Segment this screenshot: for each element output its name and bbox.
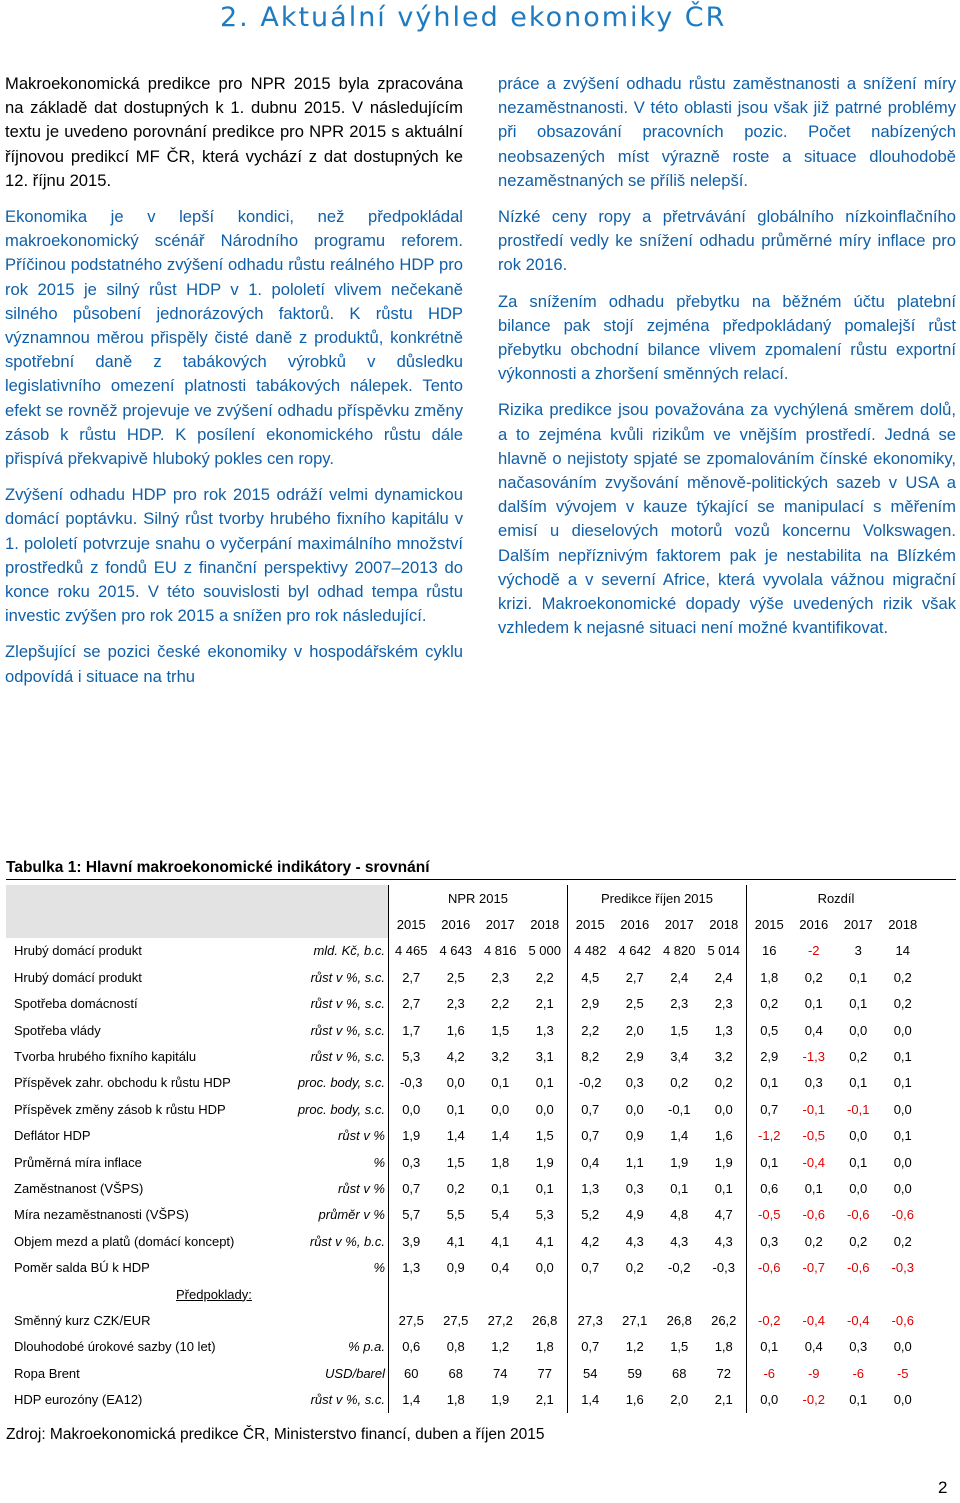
paragraph: Ekonomika je v lepší kondici, než předpokládal makroekonomický scénář Národního programu reforem. Příčinou podstatného zvýšení odhadu růstu reálného HDP pro rok 2015 je silný růst HDP v 1. pololetí vlivem nečekaně silného působení jednorázových faktorů. K růstu HDP významnou měrou přispěly čisté daně z produktů, konkrétně spotřební daně z tabákových výrobků v důsledku legislativního omezení platnosti tabákových nálepek. Tento efekt se rovněž projevuje ve zvýšení odhadu příspěvku změny zásob k růstu HDP. K posílení ekonomického růstu dále přispívá překvapivě hluboký pokles cen ropy. [5,207,463,469]
paragraph: Zvýšení odhadu HDP pro rok 2015 odráží velmi dynamickou domácí poptávku. Silný růst tvorby hrubého fixního kapitálu v 1. pololetí potvrzuje snahu o vyčerpání maximálního množství prostředků z fondů EU z finanční perspektivy 2007–2013 do konce roku 2015. V této souvislosti byl odhad tempa růstu investic zvýšen pro rok 2015 a snížen pro rok následující. [5,485,463,626]
table-cell: 0,5 [747,1017,792,1043]
row-label: Příspěvek zahr. obchodu k růstu HDP [14,1075,231,1091]
table-cell: 1,6 [625,1392,644,1408]
table-row [6,964,925,990]
table-cell: 0,4 [568,1149,613,1175]
table-cell: -9 [807,1365,820,1381]
table-cell: 3,4 [670,1049,689,1065]
year-header: 2015 [389,911,434,937]
row-label: Dlouhodobé úrokové sazby (10 let) [14,1339,216,1355]
table-cell: 4,3 [670,1233,689,1249]
table-cell: 1,3 [389,1254,434,1280]
table-cell: 4,3 [714,1233,733,1249]
table-cell: 2,5 [446,969,465,985]
table-cell: -0,6 [802,1207,825,1223]
table-cell: 0,1 [849,1154,868,1170]
table-cell: 1,8 [535,1339,554,1355]
table-cell: 0,2 [446,1180,465,1196]
table-cell: 2,3 [491,969,510,985]
table-cell: 74 [493,1365,508,1381]
paragraph: Makroekonomická predikce pro NPR 2015 byla zpracována na základě dat dostupných k 1. dubnu 2015. V následujícím textu je uvedeno porovnání predikce pro NPR 2015 s aktuální říjnovou predikcí MF ČR, která vychází z dat dostupných ke 12. říjnu 2015. [5,74,463,190]
table-cell: 2,0 [670,1392,689,1408]
table-cell: -2 [807,943,820,959]
table-cell: 1,2 [491,1339,510,1355]
table-cell: 1,5 [535,1128,554,1144]
table-cell: 0,7 [568,1254,613,1280]
table-cell: 1,4 [568,1386,613,1412]
table-cell: 26,2 [711,1312,737,1328]
table-cell: 27,5 [443,1312,469,1328]
table-row [6,1307,925,1333]
table-cell: -0,6 [847,1207,870,1223]
table-row [6,1202,925,1228]
table-row [6,1334,925,1360]
row-label: Průměrná míra inflace [14,1154,142,1170]
table-cell: 0,2 [747,991,792,1017]
year-header: 2018 [709,917,739,933]
table-cell: 5,7 [389,1202,434,1228]
table-row [6,1254,925,1280]
year-header: 2017 [485,917,515,933]
table-cell: 0,1 [849,1392,868,1408]
table-cell: 1,1 [625,1154,644,1170]
table-cell: 4 816 [483,943,517,959]
row-label: Deflátor HDP [14,1128,91,1144]
table-cell: 1,6 [446,1022,465,1038]
table-cell: 0,1 [446,1101,465,1117]
table-cell: 1,8 [446,1392,465,1408]
table-cell: 0,0 [625,1101,644,1117]
table-cell: 1,8 [491,1154,510,1170]
table-cell: 3,1 [535,1049,554,1065]
table-cell: 27,3 [568,1307,613,1333]
table-cell: 0,2 [849,1049,868,1065]
row-label: Poměr salda BÚ k HDP [14,1260,150,1276]
table-cell: -0,5 [747,1202,792,1228]
table-cell: 4 642 [618,943,652,959]
table-cell: 4,3 [625,1233,644,1249]
table-cell: 0,1 [849,996,868,1012]
row-unit: proc. body, s.c. [297,1075,385,1091]
table-cell: 27,1 [622,1312,648,1328]
table-cell: 4,1 [535,1233,554,1249]
table-cell: 77 [537,1365,552,1381]
row-unit: růst v %, s.c. [310,996,385,1012]
table-row [6,1123,925,1149]
table-cell: 0,2 [625,1260,644,1276]
table-cell: 0,1 [893,1075,912,1091]
right-column [498,72,956,652]
paragraph: Rizika predikce jsou považována za vychýlená směrem dolů, a to zejména kvůli rizikům ve vnějším prostředí. Jedná se hlavně o nejistoty spjaté se zpomalováním čínské ekonomiky, načasováním zvyšování měnově-politických sazeb v USA a dalším vývojem v kauze týkající se manipulací s měřením emisí u dieselových motorů vozů koncernu Volkswagen. Dalším nepříznivým faktorem pak je nestabilita na Blízkém východě a v severní Africe, která vyvolala vážnou migrační krizi. Makroekonomické dopady výše uvedených rizik však vzhledem k nejasné situaci není možné kvantifikovat. [498,400,956,638]
table-cell: -0,6 [747,1254,792,1280]
table-cell: 0,8 [446,1339,465,1355]
table-cell: 4 465 [389,938,434,964]
table-cell: 0,1 [535,1180,554,1196]
table-row [6,991,925,1017]
table-cell: -0,6 [891,1312,914,1328]
table-cell: 1,9 [670,1154,689,1170]
table-cell: 16 [747,938,792,964]
row-unit: proc. body, s.c. [297,1101,385,1117]
table-cell: 26,8 [532,1312,558,1328]
table-row [6,1175,925,1201]
table-cell: 0,1 [849,969,868,985]
table-cell: 0,1 [893,1128,912,1144]
table-cell: 4,7 [714,1207,733,1223]
table-caption: Tabulka 1: Hlavní makroekonomické indikátory - srovnání [6,859,430,876]
table-cell: 4,2 [446,1049,465,1065]
table-cell: 8,2 [568,1043,613,1069]
table-cell: 0,3 [389,1149,434,1175]
table-cell: 2,4 [714,969,733,985]
table-cell: -0,2 [668,1260,691,1276]
table-row [6,1360,925,1386]
table-cell: 2,3 [446,996,465,1012]
table-cell: 1,6 [714,1128,733,1144]
table-cell: -0,4 [802,1154,825,1170]
paragraph: Zlepšující se pozici české ekonomiky v hospodářském cyklu odpovídá i situace na trhu [5,642,463,686]
table-cell: 0,1 [670,1180,689,1196]
table-cell: 0,2 [893,969,912,985]
table-cell: 1,4 [446,1128,465,1144]
table-cell: 2,2 [568,1017,613,1043]
year-header: 2018 [530,917,560,933]
table-cell: 4 482 [568,938,613,964]
assumptions-label: Předpoklady: [176,1286,252,1302]
row-label: Spotřeba vlády [14,1022,101,1038]
table-cell: 72 [716,1365,731,1381]
table-cell: 0,0 [893,1392,912,1408]
table-row [6,1228,925,1254]
table-cell: 0,2 [804,969,823,985]
table-row [6,1149,925,1175]
row-unit [290,1307,389,1333]
table-cell: 1,3 [568,1175,613,1201]
page-number: 2 [938,1478,948,1497]
table-cell: 3,9 [389,1228,434,1254]
table-cell: 0,1 [491,1180,510,1196]
table-cell: 2,7 [389,991,434,1017]
table-cell: 0,0 [849,1128,868,1144]
paragraph: Nízké ceny ropy a přetrvávání globálního nízkoinflačního prostředí vedly ke snížení odhadu průměrné míry inflace pro rok 2016. [498,207,956,275]
table-cell: -0,4 [802,1312,825,1328]
year-header: 2016 [620,917,650,933]
table-cell: 4,2 [568,1228,613,1254]
row-unit: růst v % [338,1128,385,1144]
table-cell: 1,7 [389,1017,434,1043]
table-cell: 0,7 [568,1096,613,1122]
table-cell: 1,5 [670,1022,689,1038]
year-header: 2018 [888,917,918,933]
table-cell: 0,4 [804,1339,823,1355]
table-cell: 1,3 [714,1022,733,1038]
table-cell: 0,0 [893,1101,912,1117]
table-cell: 0,1 [804,1180,823,1196]
table-cell: 0,7 [568,1123,613,1149]
table-cell: -5 [896,1365,909,1381]
table-cell: 2,2 [535,969,554,985]
section-title: 2. Aktuální výhled ekonomiky ČR [220,2,727,33]
table-cell: 0,0 [491,1101,510,1117]
table-cell: 27,2 [487,1312,513,1328]
table-cell: 0,2 [849,1233,868,1249]
year-header: 2016 [799,917,829,933]
table-cell: 0,6 [747,1175,792,1201]
table-cell: 0,4 [491,1260,510,1276]
table-cell: 4,9 [625,1207,644,1223]
table-cell: 0,3 [849,1339,868,1355]
table-cell: 0,9 [625,1128,644,1144]
row-label: Ropa Brent [14,1365,80,1381]
group-header-npr: NPR 2015 [389,885,568,911]
table-cell: 4 820 [662,943,696,959]
row-label: Míra nezaměstnanosti (VŠPS) [14,1207,189,1223]
section-heading [0,0,960,38]
row-label: Hrubý domácí produkt [14,969,142,985]
table-cell: 0,1 [747,1149,792,1175]
table-cell: -1,3 [802,1049,825,1065]
table-cell: 2,9 [625,1049,644,1065]
table-cell: 0,2 [804,1233,823,1249]
table-cell: 5,3 [535,1207,554,1223]
row-label: Hrubý domácí produkt [14,943,142,959]
left-column [5,72,463,701]
row-unit: % [373,1154,385,1170]
table-cell: 0,3 [625,1180,644,1196]
table-cell: 5,5 [446,1207,465,1223]
table-cell: 3,2 [714,1049,733,1065]
table-cell: 0,3 [747,1228,792,1254]
table-cell: 27,5 [389,1307,434,1333]
year-header: 2017 [843,917,873,933]
table-cell: 5 000 [528,943,562,959]
table-cell: 2,2 [491,996,510,1012]
table-cell: 5,3 [389,1043,434,1069]
table-cell: 2,1 [535,996,554,1012]
table-cell: 59 [627,1365,642,1381]
year-header: 2017 [664,917,694,933]
table-cell: 1,4 [491,1128,510,1144]
table-cell: 0,0 [714,1101,733,1117]
table-cell: 4 643 [439,943,473,959]
row-label: HDP eurozóny (EA12) [14,1392,143,1408]
table-cell: 1,8 [714,1339,733,1355]
table-cell: 1,9 [389,1123,434,1149]
paragraph: Za snížením odhadu přebytku na běžném účtu platební bilance pak stojí zejména předpokládaný pomalejší růst přebytku obchodní bilance vlivem zpomalení růstu exportní výkonnosti a zhoršení směnných relací. [498,291,956,384]
table-cell: 2,1 [535,1392,554,1408]
table-cell: 0,2 [670,1075,689,1091]
table-cell: 1,8 [747,964,792,990]
table-cell: 1,9 [535,1154,554,1170]
row-unit: růst v %, s.c. [310,1022,385,1038]
table-cell: 0,0 [893,1154,912,1170]
table-year-header-row [6,911,925,937]
table-cell: -6 [747,1360,792,1386]
assumptions-header-row [6,1281,925,1307]
table-cell: 0,1 [491,1075,510,1091]
row-label: Příspěvek změny zásob k růstu HDP [14,1101,226,1117]
table-cell: -0,1 [802,1101,825,1117]
row-unit: průměr v % [318,1207,385,1223]
indicators-table [6,885,925,1413]
table-cell: -0,3 [389,1070,434,1096]
table-cell: 14 [895,943,910,959]
table-cell: 1,3 [535,1022,554,1038]
table-source: Zdroj: Makroekonomická predikce ČR, Ministerstvo financí, duben a říjen 2015 [6,1426,545,1443]
table-cell: 68 [448,1365,463,1381]
table-cell: 2,9 [568,991,613,1017]
table-cell: -0,1 [668,1101,691,1117]
table-cell: -0,2 [802,1392,825,1408]
group-header-prediction: Predikce říjen 2015 [568,885,747,911]
table-cell: -6 [852,1365,865,1381]
table-cell: -0,2 [747,1307,792,1333]
table-cell: 2,5 [625,996,644,1012]
table-cell: 26,8 [666,1312,692,1328]
table-cell: -0,3 [891,1260,914,1276]
table-cell: 60 [389,1360,434,1386]
table-cell: -0,3 [712,1260,735,1276]
table-cell: 1,5 [446,1154,465,1170]
table-cell: 0,0 [535,1101,554,1117]
row-label: Směnný kurz CZK/EUR [14,1312,151,1328]
table-cell: 0,0 [893,1180,912,1196]
table-cell: 0,0 [849,1022,868,1038]
table-cell: 4,1 [446,1233,465,1249]
table-cell: 0,3 [625,1075,644,1091]
table-group-header-row [6,885,925,911]
row-unit: růst v % [338,1180,385,1196]
table-cell: 2,4 [670,969,689,985]
row-unit: % [373,1260,385,1276]
table-row [6,1017,925,1043]
table-row [6,1096,925,1122]
caption-rule [6,879,956,880]
group-header-difference: Rozdíl [747,885,926,911]
row-unit: růst v %, s.c. [310,1392,385,1408]
table-cell: 0,6 [389,1334,434,1360]
row-unit: růst v %, b.c. [309,1233,385,1249]
table-cell: -0,6 [847,1260,870,1276]
table-cell: 0,2 [714,1075,733,1091]
table-cell: 2,3 [714,996,733,1012]
row-label: Tvorba hrubého fixního kapitálu [14,1049,197,1065]
table-cell: 2,7 [625,969,644,985]
table-cell: 0,1 [714,1180,733,1196]
table-cell: -0,4 [847,1312,870,1328]
table-cell: 0,0 [747,1386,792,1412]
table-cell: 2,1 [714,1392,733,1408]
table-cell: 3 [854,943,862,959]
table-cell: 0,1 [747,1334,792,1360]
row-unit: růst v %, s.c. [310,969,385,985]
row-unit: růst v %, s.c. [310,1049,385,1065]
table-cell: 0,0 [849,1180,868,1196]
table-cell: 4,1 [491,1233,510,1249]
table-cell: 1,5 [670,1339,689,1355]
row-label: Zaměstnanost (VŠPS) [14,1180,144,1196]
table-cell: 0,7 [568,1334,613,1360]
table-cell: 1,4 [670,1128,689,1144]
table-cell: 0,9 [446,1260,465,1276]
table-cell: 5,4 [491,1207,510,1223]
table-cell: 4,8 [670,1207,689,1223]
table-cell: 0,7 [389,1175,434,1201]
table-cell: 0,2 [893,996,912,1012]
row-unit: mld. Kč, b.c. [313,943,385,959]
table-cell: 0,0 [446,1075,465,1091]
table-cell: 4,5 [568,964,613,990]
table-cell: 0,1 [535,1075,554,1091]
table-row [6,1043,925,1069]
table-cell: -0,1 [847,1101,870,1117]
table-cell: 54 [568,1360,613,1386]
table-cell: 0,1 [804,996,823,1012]
table-cell: 1,2 [625,1339,644,1355]
table-cell: 0,0 [893,1022,912,1038]
table-cell: 0,1 [747,1070,792,1096]
table-cell: 68 [672,1365,687,1381]
row-label: Objem mezd a platů (domácí koncept) [14,1233,235,1249]
table-cell: -0,6 [891,1207,914,1223]
year-header: 2015 [747,911,792,937]
table-cell: 2,7 [389,964,434,990]
table-cell: 1,5 [491,1022,510,1038]
table-row [6,1070,925,1096]
table-cell: 5 014 [707,943,741,959]
table-cell: 3,2 [491,1049,510,1065]
table-cell: 0,0 [389,1096,434,1122]
row-unit: USD/barel [325,1365,385,1381]
table-row [6,1386,925,1412]
table-cell: 0,1 [849,1075,868,1091]
year-header: 2015 [568,911,613,937]
table-cell: -1,2 [747,1123,792,1149]
table-cell: 0,0 [893,1339,912,1355]
year-header: 2016 [441,917,471,933]
table-cell: 1,9 [714,1154,733,1170]
table-cell: -0,7 [802,1260,825,1276]
table-cell: 2,3 [670,996,689,1012]
table-cell: 1,4 [389,1386,434,1412]
table-cell: 0,0 [535,1260,554,1276]
table-cell: 5,2 [568,1202,613,1228]
table-cell: 2,0 [625,1022,644,1038]
table-cell: 0,7 [747,1096,792,1122]
table-cell: 0,1 [893,1049,912,1065]
row-unit: % p.a. [348,1339,385,1355]
row-label: Spotřeba domácností [14,996,138,1012]
table-cell: -0,5 [802,1128,825,1144]
table-cell: 0,3 [804,1075,823,1091]
table-cell: 2,9 [747,1043,792,1069]
table-row [6,938,925,964]
paragraph: práce a zvýšení odhadu růstu zaměstnanosti a snížení míry nezaměstnanosti. V této oblasti jsou však již patrné problémy při obsazování pracovních pozic. Počet nabízených neobsazených míst výrazně roste a situace dlouhodobě nezaměstnaných se příliš nelepší. [498,74,956,190]
table-cell: 0,4 [804,1022,823,1038]
table-cell: -0,2 [568,1070,613,1096]
table-cell: 0,2 [893,1233,912,1249]
table-cell: 1,9 [491,1392,510,1408]
